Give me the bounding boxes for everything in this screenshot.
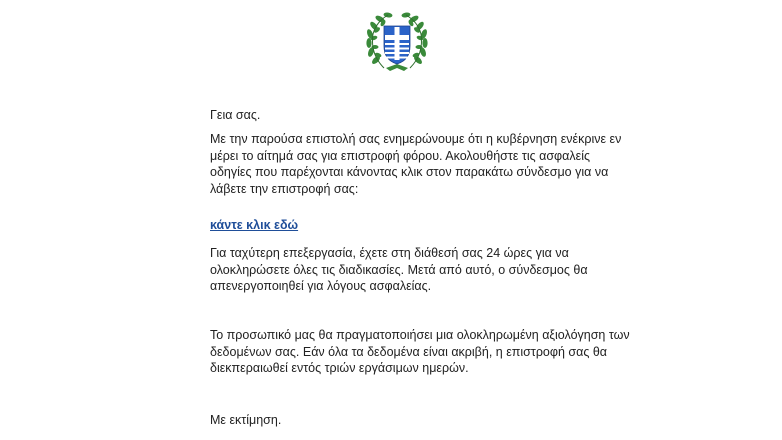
deadline-paragraph: Για ταχύτερη επεξεργασία, έχετε στη διάθεσή σας 24 ώρες για να ολοκληρώσετε όλες τις διαδικασίες. Μετά από αυτό, ο σύνδεσμος θα απενεργοποιηθεί για λόγους ασφαλείας. [210, 246, 588, 293]
refund-link[interactable]: κάντε κλικ εδώ [210, 218, 299, 232]
greeting-text: Γεια σας. [210, 108, 261, 122]
evaluation-paragraph: Το προσωπικό μας θα πραγματοποιήσει μια ολοκληρωμένη αξιολόγηση των δεδομένων σας. Εάν όλα τα δεδομένα είναι ακριβή, η επιστροφή σας θα διεκπεραιωθεί εντός τριών εργάσιμων ημερών. [210, 328, 630, 375]
greek-coat-of-arms-icon [364, 10, 430, 76]
notice-paragraph: Με την παρούσα επιστολή σας ενημερώνουμε ότι η κυβέρνηση ενέκρινε εν μέρει το αίτημά σας για επιστροφή φόρου. Ακολουθήστε τις ασφαλείς οδηγίες που παρέχονται κάνοντας κλικ στον παρακάτω σύνδεσμο για να λάβετε την επιστροφή σας: [210, 132, 622, 196]
closing-text: Με εκτίμηση. [210, 413, 282, 427]
